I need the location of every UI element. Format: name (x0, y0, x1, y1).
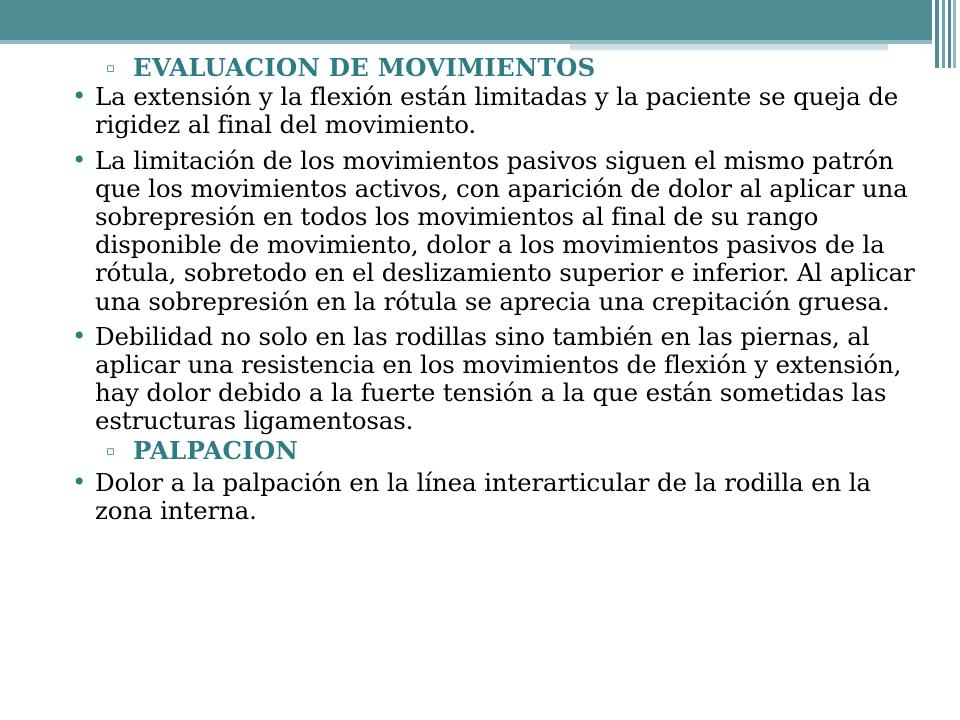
paragraph-text: La limitación de los movimientos pasivos siguen el mismo patrón que los movimientos activos, con aparición de dolor al aplicar una sobrepresión en todos los movimientos al final de su rango disponible de movimiento, dolor a los movimientos pasivos de la rótula, sobretodo en el deslizamiento superior e inferior. Al aplicar una sobrepresión en la rótula se aprecia una crepitación gruesa. (95, 145, 915, 316)
bullet-paragraph (60, 144, 930, 316)
heading-text: EVALUACION DE MOVIMIENTOS (133, 53, 596, 82)
bullet-paragraph (60, 83, 930, 139)
vertical-bar-3 (948, 0, 951, 68)
section-heading-palpacion (106, 435, 930, 465)
top-banner (0, 0, 932, 40)
bullet-paragraph (60, 320, 930, 436)
bullet-dot-icon: • (72, 466, 87, 496)
bullet-paragraph (60, 466, 930, 526)
section-heading-evaluacion (106, 53, 930, 82)
bullet-dot-icon: • (72, 320, 87, 350)
heading-text: PALPACION (133, 435, 299, 465)
vertical-bar-2 (942, 0, 945, 68)
square-bullet-icon: ▫ (106, 443, 116, 459)
slide-content (60, 54, 930, 532)
banner-shadow-light (570, 49, 888, 51)
vertical-bar-1 (935, 0, 939, 68)
vertical-bar-4 (953, 0, 956, 68)
paragraph-text: Debilidad no solo en las rodillas sino también en las piernas, al aplicar una resistencia en los movimientos de flexión y extensión, hay dolor debido a la fuerte tensión a la que están sometidas las estructuras ligamentosas. (95, 321, 902, 436)
square-bullet-icon: ▫ (106, 61, 116, 76)
bullet-dot-icon: • (72, 81, 87, 111)
paragraph-text: Dolor a la palpación en la línea interarticular de la rodilla en la zona interna. (95, 467, 871, 526)
bullet-dot-icon: • (72, 144, 87, 174)
paragraph-text: La extensión y la flexión están limitadas y la paciente se queja de rigidez al final del movimiento. (95, 82, 899, 140)
